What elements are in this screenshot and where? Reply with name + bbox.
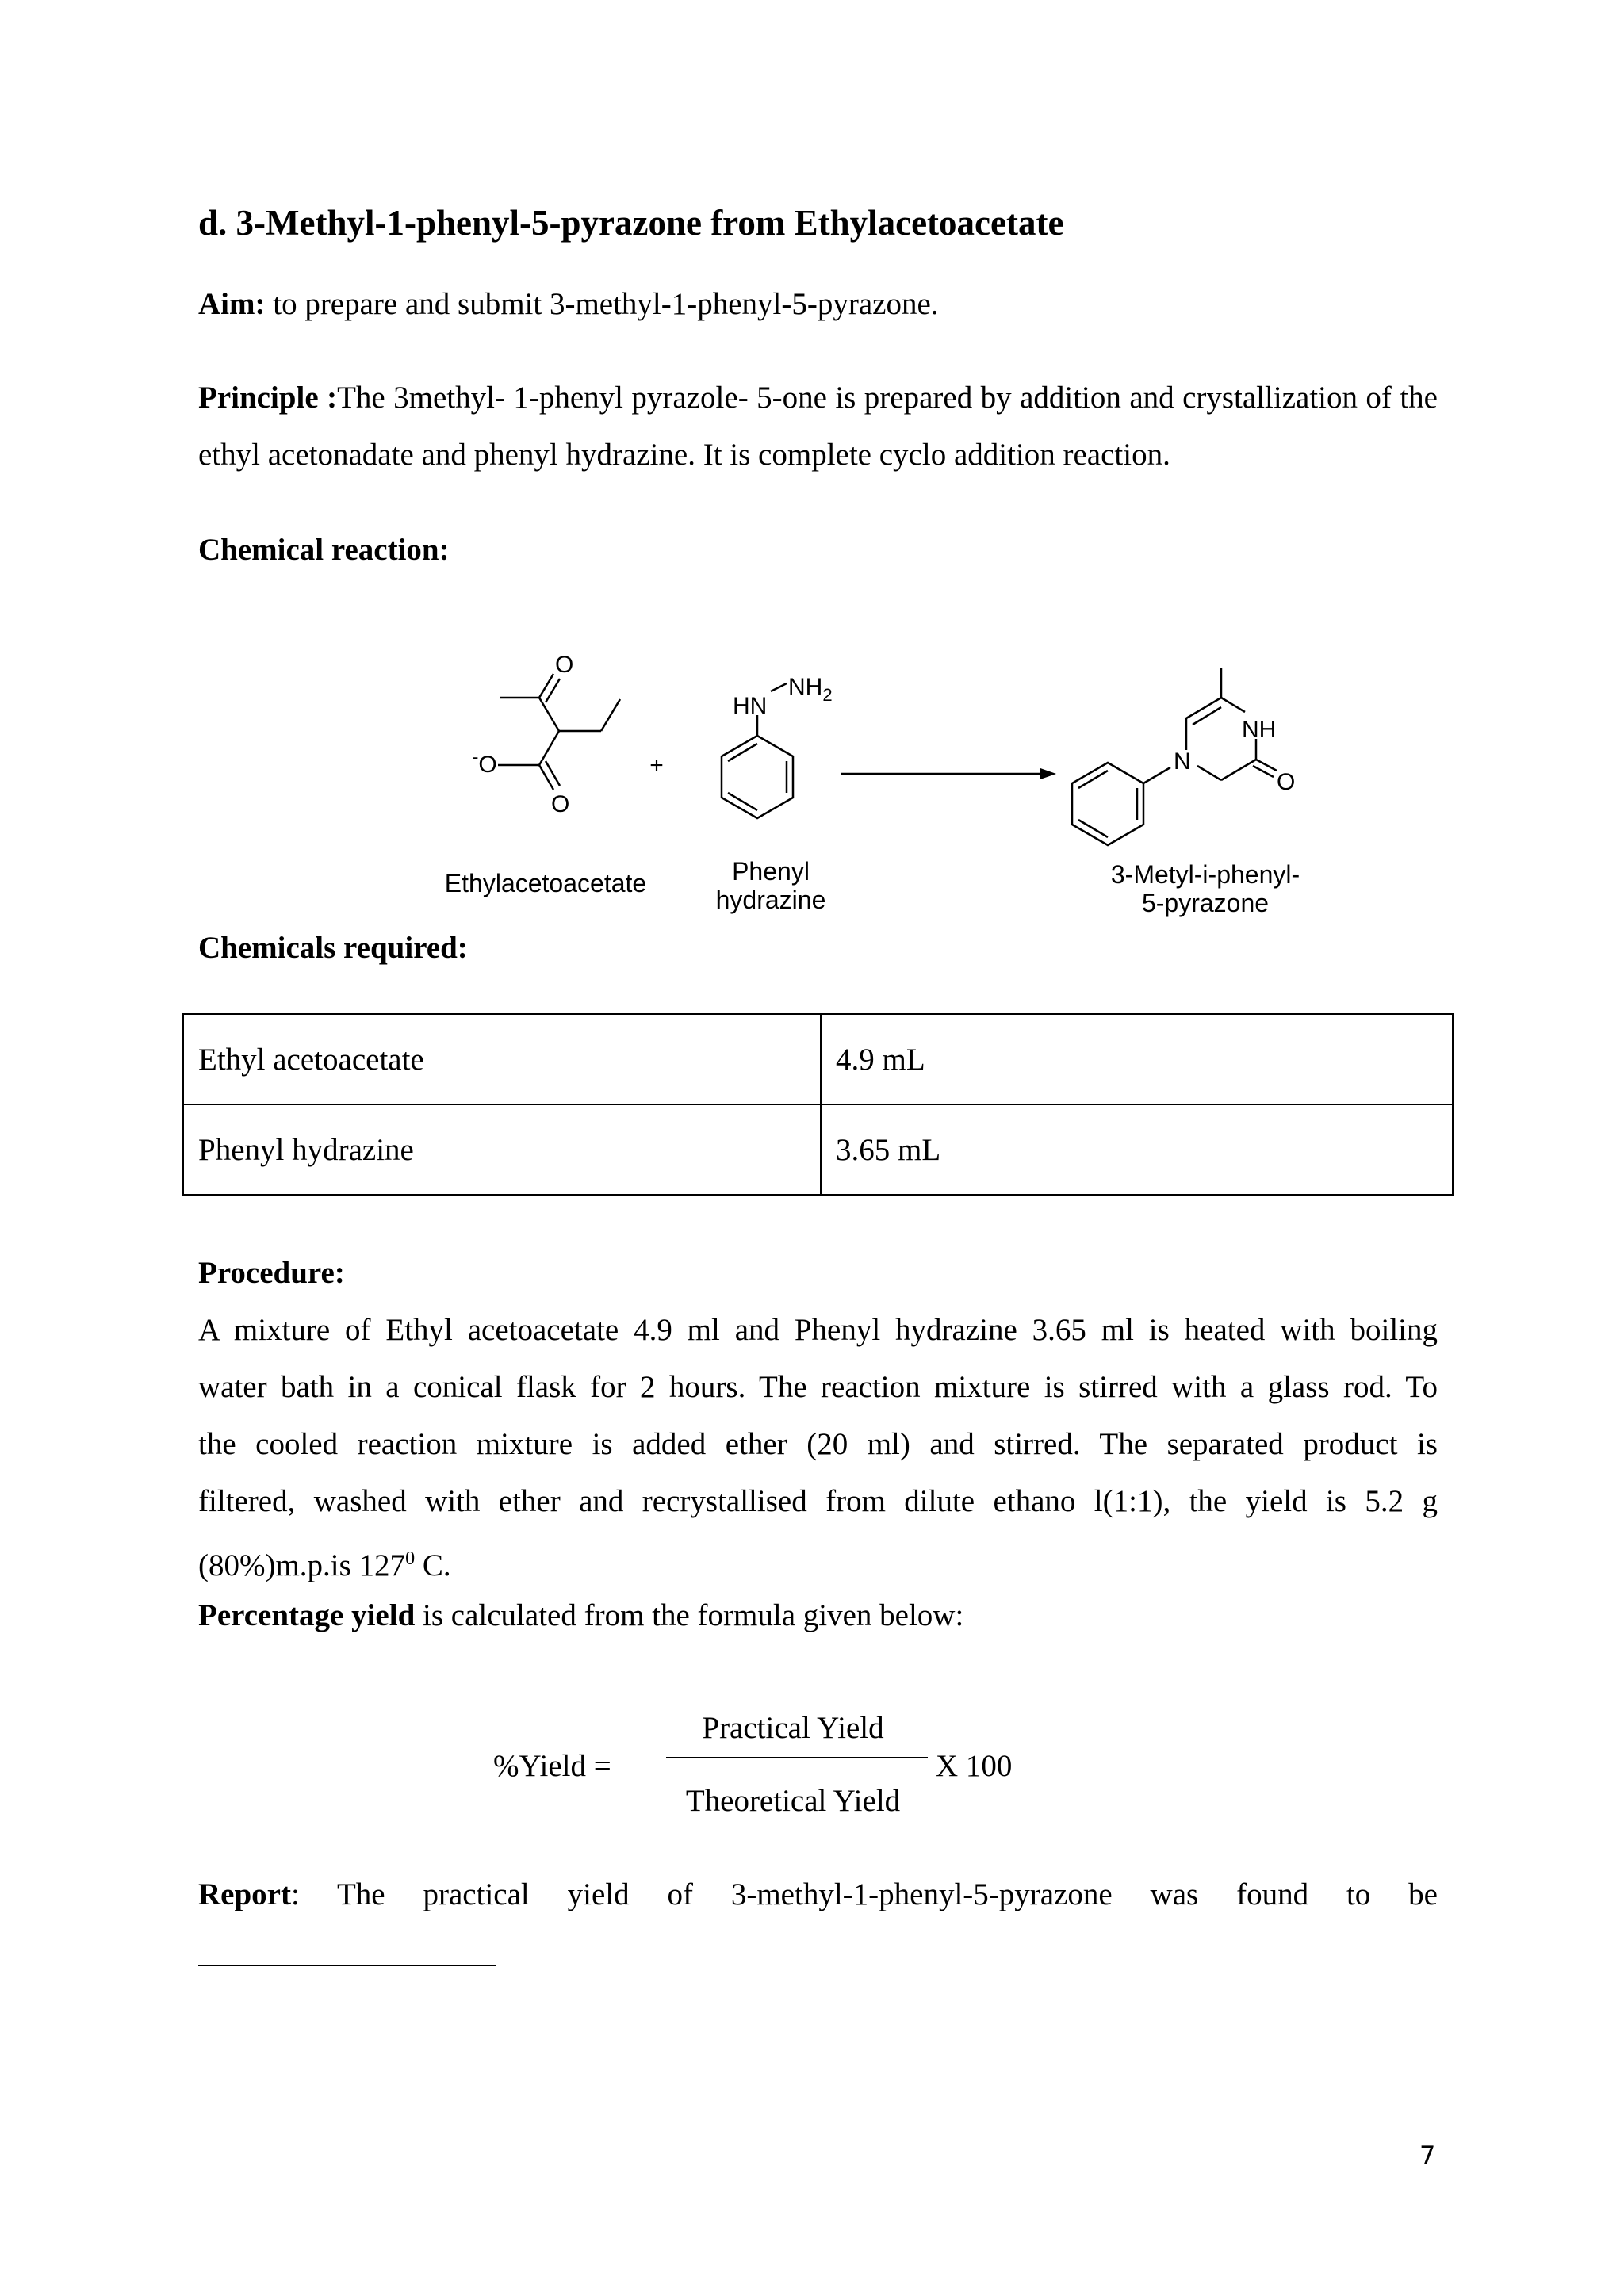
procedure-line: filtered, washed with ether and recrystallised from dilute ethano l(1:1), the yield is 5.2 g [198,1484,1438,1518]
procedure-line: water bath in a conical flask for 2 hours. The reaction mixture is stirred with a glass rod. To [198,1370,1438,1404]
ethylacetoacetate-atom-o-bottom: O [551,791,570,817]
phenylhydrazine-nh: NH [788,674,823,700]
table-row [183,1014,1453,1104]
principle-label: Principle : [198,381,338,415]
ethylacetoacetate-structure [498,674,620,790]
ethylacetoacetate-atom-o-top: O [555,652,574,678]
ethylacetoacetate-label: Ethylacetoacetate [444,869,647,897]
procedure-paragraph [198,1302,1438,1530]
formula-denominator: Theoretical Yield [685,1784,901,1818]
mp-unit: C. [415,1548,451,1582]
aim-text: to prepare and submit 3-methyl-1-phenyl-5-pyrazone. [265,287,939,321]
ethylacetoacetate-charge: - [473,747,479,767]
pyrazone-atom-nh: NH [1242,717,1277,743]
mp-text: (80%)m.p.is 127 [198,1548,406,1582]
plus-sign: + [649,752,664,779]
report-blank-line [198,1965,496,1966]
aim-paragraph [198,276,939,333]
percentage-yield-text: is calculated from the formula given below: [415,1598,964,1632]
formula-lhs: %Yield = [493,1749,611,1783]
mp-superscript: 0 [405,1548,416,1569]
report-label: Report [198,1877,291,1911]
formula-multiplier: X 100 [936,1749,1013,1783]
table-cell-chemical: Phenyl hydrazine [183,1104,821,1195]
ethylacetoacetate-atom-o-minus [473,747,497,778]
report-line [198,1866,1438,1923]
procedure-line: the cooled reaction mixture is added ether (20 ml) and stirred. The separated product is [198,1427,1438,1461]
phenylhydrazine-atom-nh2 [788,674,833,705]
reaction-scheme [412,642,1332,928]
pyrazone-label-line2: 5-pyrazone [1141,889,1270,917]
procedure-heading: Procedure: [198,1256,345,1290]
reaction-arrow [841,768,1056,779]
pyrazone-atom-o: O [1277,769,1296,795]
table-cell-amount: 3.65 mL [821,1104,1453,1195]
percentage-yield-label: Percentage yield [198,1598,416,1632]
procedure-line: A mixture of Ethyl acetoacetate 4.9 ml and Phenyl hydrazine 3.65 ml is heated with boiling [198,1313,1438,1347]
procedure-melting-point [198,1530,451,1594]
table-cell-chemical: Ethyl acetoacetate [183,1014,821,1104]
section-title: d. 3-Methyl-1-phenyl-5-pyrazone from Ethylacetoacetate [198,203,1064,243]
table-row [183,1104,1453,1195]
phenylhydrazine-label-line2: hydrazine [715,886,826,914]
pyrazone-atom-n: N [1174,748,1191,775]
ethylacetoacetate-atom-o: O [478,752,497,778]
percentage-yield-line [198,1587,963,1644]
chemicals-table [182,1013,1454,1196]
table-cell-amount: 4.9 mL [821,1014,1453,1104]
formula-numerator: Practical Yield [702,1711,884,1745]
pyrazone-label-line1: 3-Metyl-i-phenyl- [1110,860,1300,889]
phenylhydrazine-label-line1: Phenyl [732,857,810,886]
aim-label: Aim: [198,287,266,321]
phenylhydrazine-atom-hn: HN [733,693,768,719]
chemical-reaction-heading: Chemical reaction: [198,533,450,567]
chemicals-required-heading: Chemicals required: [198,931,468,965]
principle-text: The 3methyl- 1-phenyl pyrazole- 5-one is prepared by addition and crystallization of the ethyl acetonadate and phenyl hydrazine. It is complete cyclo addition reaction. [198,381,1438,472]
page-number: 7 [1419,2141,1436,2171]
phenylhydrazine-subscript: 2 [822,685,833,705]
formula-fraction-bar [666,1757,928,1758]
principle-paragraph [198,369,1438,484]
report-text: : The practical yield of 3-methyl-1-phenyl-5-pyrazone was found to be [290,1877,1438,1911]
